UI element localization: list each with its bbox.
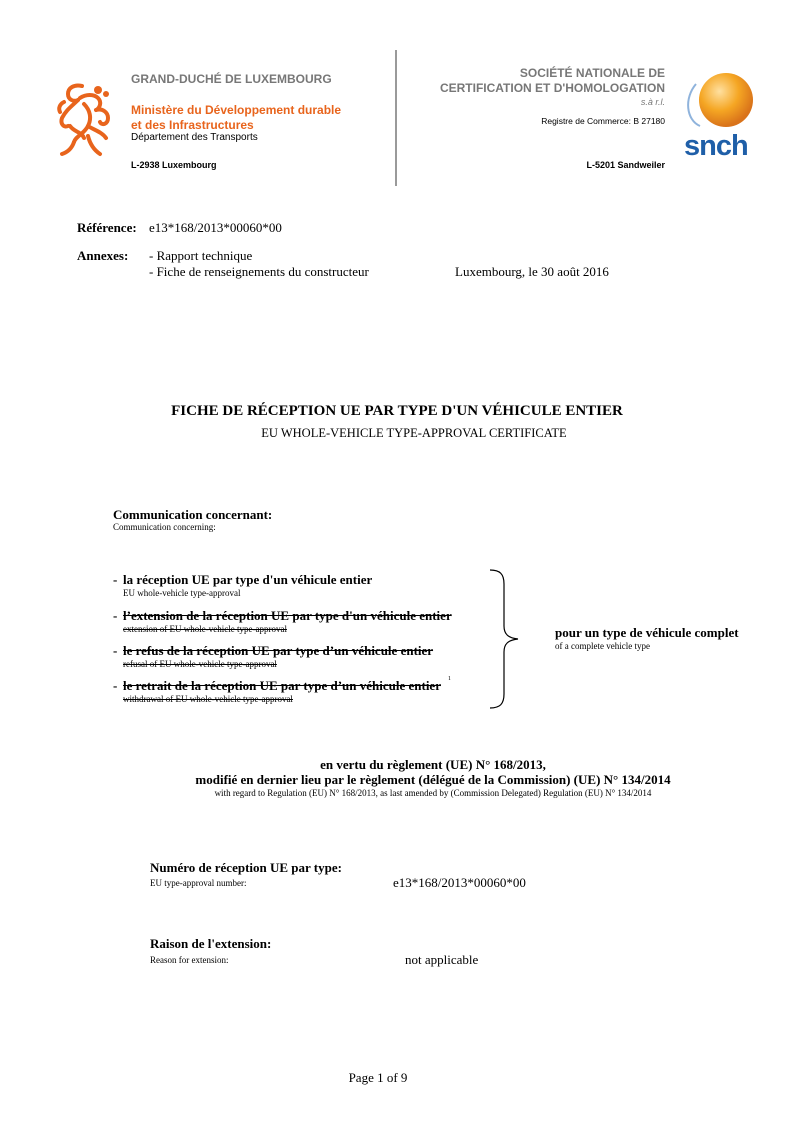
extension-reason-label-en: Reason for extension: [150, 955, 229, 965]
option-whole-vehicle-fr: la réception UE par type d'un véhicule entier [123, 572, 373, 587]
approval-number-label-en: EU type-approval number: [150, 878, 247, 888]
option-refusal-fr: le refus de la réception UE par type d’un véhicule entier [123, 643, 434, 658]
option-dash: - [113, 572, 118, 587]
regulation-en: with regard to Regulation (EU) N° 168/2013, as last amended by (Commission Delegated) Regulation (EU) N° 134/2014 [214, 788, 652, 798]
legal-form: s.à r.l. [640, 97, 665, 107]
ministry-line2: et des Infrastructures [131, 118, 254, 132]
option-dash: - [113, 608, 118, 623]
right-address: L-5201 Sandweiler [586, 160, 665, 170]
option-refusal-en: refusal of EU whole-vehicle type-approval [123, 659, 277, 669]
option-dash: - [113, 678, 118, 693]
page-number: Page 1 of 9 [348, 1070, 408, 1085]
company-line2: CERTIFICATION ET D'HOMOLOGATION [439, 81, 665, 95]
snch-wordmark: snch [684, 130, 748, 162]
annexes-label: Annexes: [77, 248, 129, 263]
department-name: Département des Transports [131, 132, 258, 143]
header-divider [395, 50, 397, 186]
vehicle-type-en: of a complete vehicle type [555, 641, 650, 651]
company-register: Registre de Commerce: B 27180 [541, 116, 665, 126]
left-address: L-2938 Luxembourg [131, 160, 217, 170]
vehicle-type-fr: pour un type de véhicule complet [555, 625, 739, 640]
snch-logo [682, 68, 762, 168]
regulation-line2: modifié en dernier lieu par le règlement (délégué de la Commission) (UE) N° 134/2014 [195, 772, 671, 787]
communication-label: Communication concernant: [113, 507, 273, 522]
country-heading: GRAND-DUCHÉ DE LUXEMBOURG [131, 72, 332, 86]
option-withdrawal-en: withdrawal of EU whole-vehicle type-approval [123, 694, 293, 704]
page-subtitle: EU WHOLE-VEHICLE TYPE-APPROVAL CERTIFICATE [261, 426, 567, 440]
reference-label: Référence: [77, 220, 137, 235]
annex-item: - Fiche de renseignements du constructeur [149, 264, 369, 279]
option-extension-en: extension of EU whole-vehicle type-approval [123, 624, 287, 634]
approval-number-value: e13*168/2013*00060*00 [393, 875, 526, 890]
communication-label-en: Communication concerning: [113, 522, 216, 532]
company-line1: SOCIÉTÉ NATIONALE DE [519, 66, 665, 80]
date-place: Luxembourg, le 30 août 2016 [455, 264, 609, 279]
curly-brace-icon [486, 568, 522, 710]
page-title: FICHE DE RÉCEPTION UE PAR TYPE D'UN VÉHICULE ENTIER [171, 403, 623, 419]
annex-item: - Rapport technique [149, 248, 253, 263]
orange-sphere-icon [682, 68, 762, 138]
reference-value: e13*168/2013*00060*00 [149, 220, 282, 235]
extension-reason-value: not applicable [405, 952, 479, 967]
footnote-marker: 1 [448, 676, 451, 682]
approval-number-label: Numéro de réception UE par type: [150, 860, 342, 875]
option-dash: - [113, 643, 118, 658]
regulation-line1: en vertu du règlement (UE) N° 168/2013, [320, 757, 546, 772]
lion-emblem-icon [54, 80, 116, 162]
ministry-line1: Ministère du Développement durable [131, 103, 342, 117]
option-extension-fr: l’extension de la réception UE par type d'un véhicule entier [123, 608, 452, 623]
option-withdrawal-fr: le retrait de la réception UE par type d’un véhicule entier [123, 678, 441, 693]
extension-reason-label: Raison de l'extension: [150, 936, 272, 951]
option-whole-vehicle-en: EU whole-vehicle type-approval [123, 588, 241, 598]
